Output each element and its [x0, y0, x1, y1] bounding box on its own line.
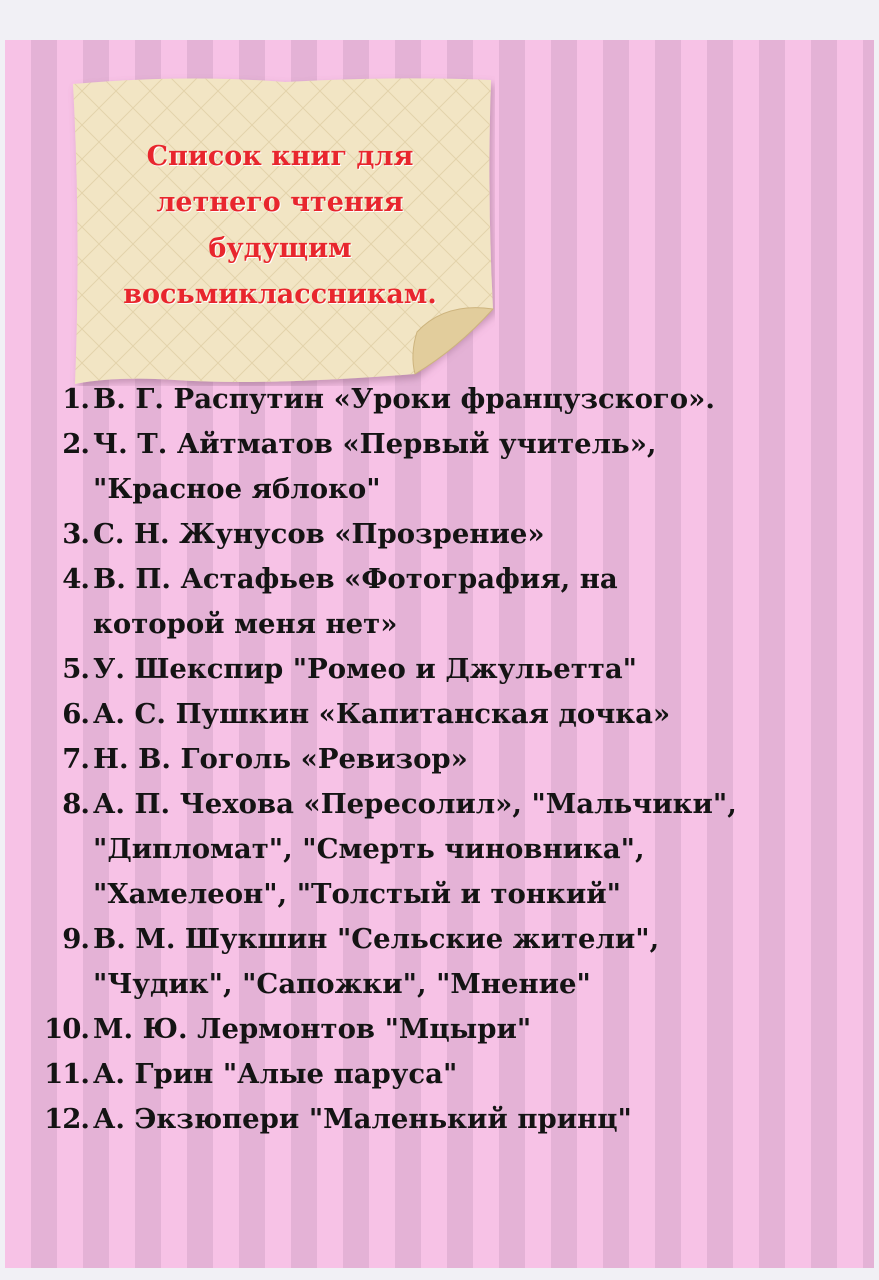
- book-entry: А. Грин "Алые паруса": [93, 1058, 458, 1090]
- item-number: 8.: [62, 788, 89, 820]
- book-entry: А. С. Пушкин «Капитанская дочка»: [93, 698, 671, 730]
- book-entry: С. Н. Жунусов «Прозрение»: [93, 518, 545, 550]
- item-number: 7.: [62, 743, 89, 775]
- item-number: 11.: [44, 1058, 89, 1090]
- parchment-note: [65, 74, 495, 386]
- list-item: [33, 1007, 873, 1052]
- list-item: [33, 377, 873, 422]
- book-entry: М. Ю. Лермонтов "Мцыри": [93, 1013, 532, 1045]
- item-number: 6.: [62, 698, 89, 730]
- book-entry: Ч. Т. Айтматов «Первый учитель», "Красное яблоко": [93, 428, 657, 505]
- list-item: [33, 692, 873, 737]
- book-entry: В. П. Астафьев «Фотография, на которой меня нет»: [93, 563, 618, 640]
- item-number: 10.: [44, 1013, 89, 1045]
- list-item: [33, 1097, 873, 1142]
- book-entry: В. М. Шукшин "Сельские жители", "Чудик", "Сапожки", "Мнение": [93, 923, 660, 1000]
- item-number: 2.: [62, 428, 89, 460]
- list-item: [33, 1052, 873, 1097]
- item-number: 12.: [44, 1103, 89, 1135]
- list-item: [33, 737, 873, 782]
- item-number: 4.: [62, 563, 89, 595]
- item-number: 9.: [62, 923, 89, 955]
- book-entry: А. Экзюпери "Маленький принц": [93, 1103, 632, 1135]
- item-number: 1.: [62, 383, 89, 415]
- book-entry: А. П. Чехова «Пересолил», "Мальчики", "Дипломат", "Смерть чиновника", "Хамелеон", "Толстый и тонкий": [93, 788, 737, 910]
- striped-poster: [5, 40, 874, 1268]
- list-item: [33, 917, 873, 1007]
- book-list: [33, 377, 873, 1142]
- list-item: [33, 782, 873, 917]
- list-item: [33, 647, 873, 692]
- list-item: [33, 422, 873, 512]
- item-number: 3.: [62, 518, 89, 550]
- list-item: [33, 512, 873, 557]
- book-entry: Н. В. Гоголь «Ревизор»: [93, 743, 468, 775]
- book-entry: В. Г. Распутин «Уроки французского».: [93, 383, 715, 415]
- book-entry: У. Шекспир "Ромео и Джульетта": [93, 653, 637, 685]
- list-title: Список книг для летнего чтения будущим восьмиклассникам.: [123, 141, 437, 310]
- list-item: [33, 557, 873, 647]
- item-number: 5.: [62, 653, 89, 685]
